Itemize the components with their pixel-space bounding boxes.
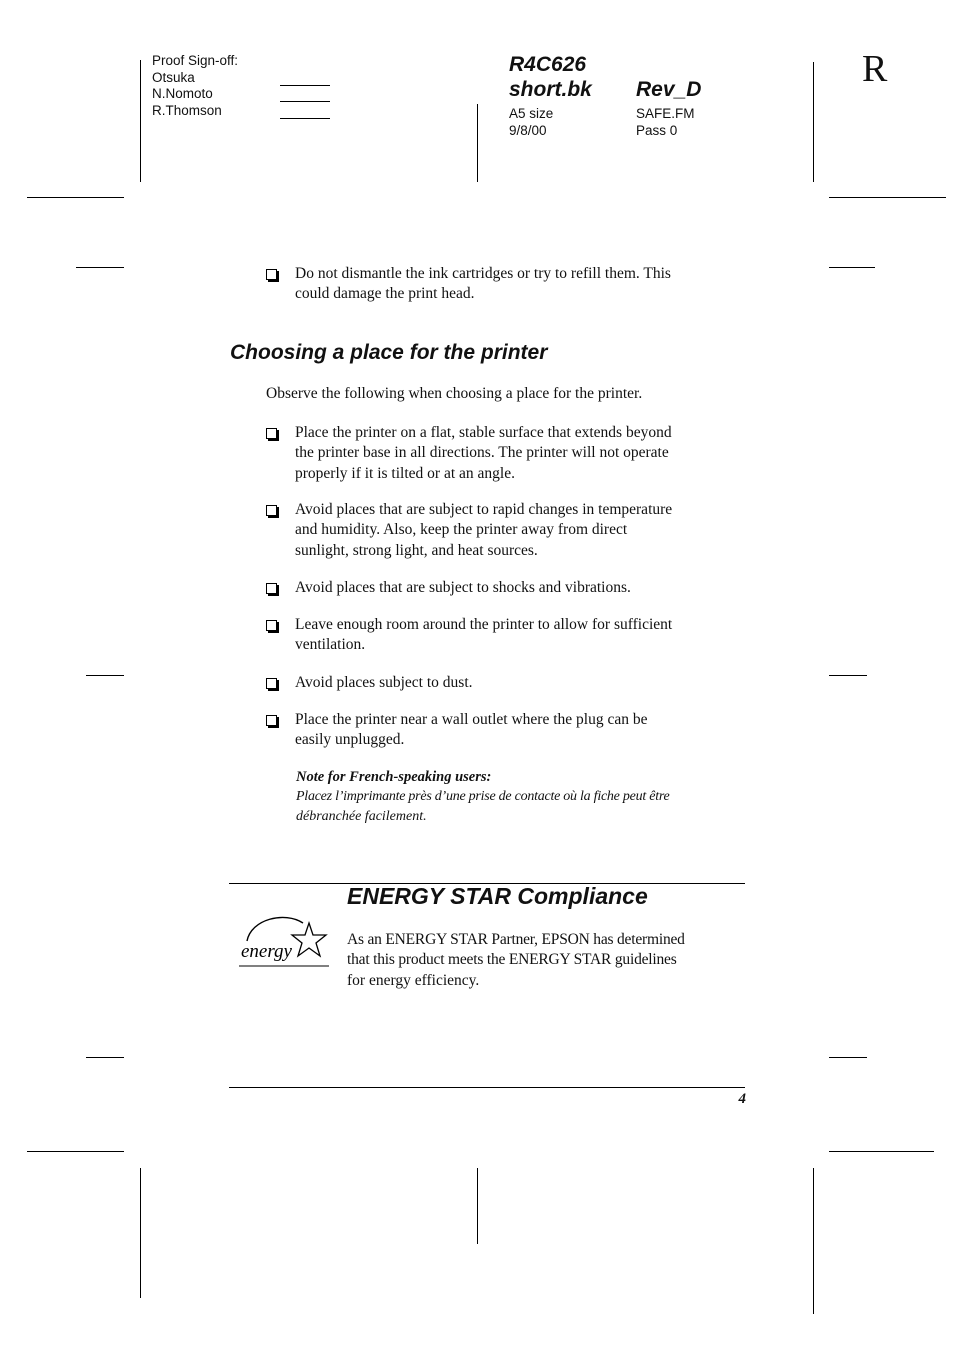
- crop-mark: [813, 62, 814, 182]
- file-name: SAFE.FM: [636, 106, 695, 121]
- corner-mark: R: [862, 48, 888, 90]
- book-name: short.bk: [509, 78, 592, 101]
- checkbox-bullet-icon: [266, 678, 277, 689]
- note-title: Note for French-speaking users:: [296, 769, 492, 785]
- note-line: débranchée facilement.: [296, 809, 427, 824]
- paper-size: A5 size: [509, 106, 554, 121]
- checkbox-bullet-icon: [266, 428, 277, 439]
- energy-star-logo: [237, 911, 331, 969]
- date: 9/8/00: [509, 123, 547, 138]
- crop-mark: [829, 675, 867, 676]
- crop-mark: [140, 60, 141, 182]
- proof-signoff: [152, 53, 238, 119]
- section-heading: Choosing a place for the printer: [230, 341, 548, 364]
- signature-line: [280, 118, 330, 119]
- crop-mark: [86, 675, 124, 676]
- list-item-text: Leave enough room around the printer to allow for sufficient ventilation.: [295, 616, 673, 654]
- crop-mark: [829, 267, 875, 268]
- list-item-text: Place the printer near a wall outlet where the plug can be easily unplugged.: [295, 711, 648, 749]
- energy-star-heading: ENERGY STAR Compliance: [347, 883, 648, 909]
- signature-line: [280, 101, 330, 102]
- checkbox-bullet-icon: [266, 269, 277, 280]
- signoff-title: Proof Sign-off:: [152, 53, 239, 68]
- crop-mark: [86, 1057, 124, 1058]
- signature-line: [280, 85, 330, 86]
- french-note: [296, 767, 756, 827]
- energy-star-text: As an ENERGY STAR Partner, EPSON has determined that this product meets the ENERGY STAR guidelines for energy efficiency.: [347, 931, 685, 989]
- page-number: 4: [738, 1091, 746, 1107]
- crop-mark: [27, 197, 124, 198]
- logo-text: energy: [241, 941, 292, 962]
- checkbox-bullet-icon: [266, 505, 277, 516]
- pass-number: Pass 0: [636, 123, 678, 138]
- list-item-text: Avoid places that are subject to shocks and vibrations.: [295, 579, 631, 596]
- crop-mark: [829, 197, 946, 198]
- crop-mark: [477, 104, 478, 182]
- list-item-text: Do not dismantle the ink cartridges or try to refill them. This could damage the print head.: [295, 265, 671, 303]
- crop-mark: [829, 1151, 934, 1152]
- checkbox-bullet-icon: [266, 620, 277, 631]
- footer-rule: [229, 1087, 745, 1088]
- revision: Rev_D: [636, 78, 702, 101]
- energy-star-logo-icon: [237, 911, 331, 969]
- checkbox-bullet-icon: [266, 715, 277, 726]
- crop-mark: [477, 1168, 478, 1244]
- list-item-text: Avoid places subject to dust.: [295, 674, 473, 691]
- crop-mark: [829, 1057, 867, 1058]
- signoff-name: R.Thomson: [152, 102, 222, 118]
- crop-mark: [813, 1168, 814, 1314]
- crop-mark: [140, 1168, 141, 1298]
- crop-mark: [76, 267, 124, 268]
- note-line: Placez l’imprimante près d’une prise de contacte où la fiche peut être: [296, 789, 670, 804]
- crop-mark: [27, 1151, 124, 1152]
- doc-code: R4C626: [509, 53, 587, 76]
- signoff-name: N.Nomoto: [152, 86, 213, 101]
- list-item-text: Place the printer on a flat, stable surface that extends beyond the printer base in all directions. The printer will not operate properly if it is tilted or at an angle.: [295, 424, 672, 482]
- signoff-name: Otsuka: [152, 69, 195, 85]
- list-item-text: Avoid places that are subject to rapid changes in temperature and humidity. Also, keep the printer away from direct sunlight, strong light, and heat sources.: [295, 501, 673, 559]
- checkbox-bullet-icon: [266, 583, 277, 594]
- section-intro: Observe the following when choosing a place for the printer.: [266, 385, 643, 402]
